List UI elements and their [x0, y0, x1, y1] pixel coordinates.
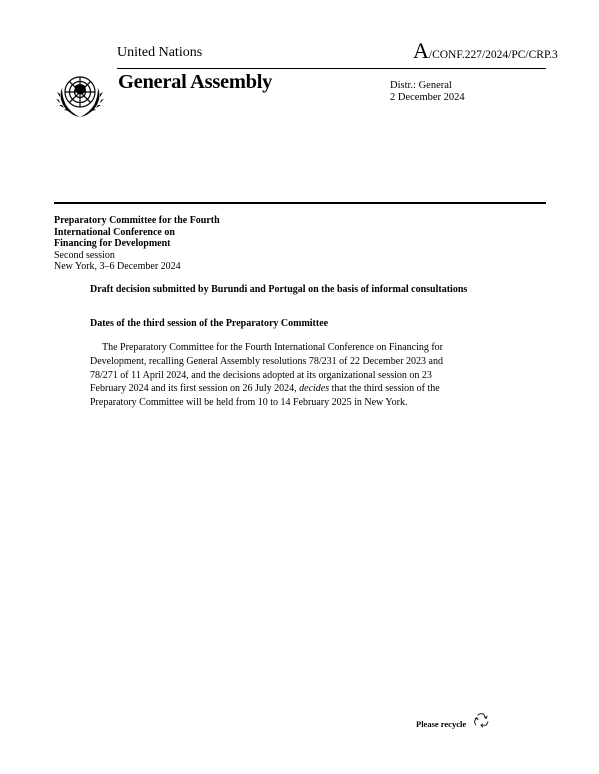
- paragraph-line: 78/271 of 11 April 2024, and the decisions adopted at its organizational session on 23: [90, 369, 432, 381]
- un-emblem-icon: [54, 68, 106, 120]
- recycle-icon: [472, 711, 491, 730]
- document-symbol-initial: A: [413, 38, 429, 63]
- section-divider: [54, 202, 546, 204]
- recycle-notice: Please recycle: [416, 719, 467, 729]
- paragraph-text: February 2024 and its first session on 26 July 2024,: [90, 383, 300, 395]
- session-location-dates: New York, 3–6 December 2024: [54, 261, 181, 272]
- paragraph-text: that the third session of the: [329, 383, 440, 395]
- paragraph-line: Development, recalling General Assembly resolutions 78/231 of 22 December 2023 and: [90, 355, 443, 367]
- paragraph-line: The Preparatory Committee for the Fourth International Conference on Financing for: [102, 342, 444, 353]
- committee-name-line: Financing for Development: [54, 238, 171, 249]
- assembly-title: General Assembly: [118, 71, 273, 93]
- emphasized-verb: decides: [299, 383, 330, 395]
- section-heading: Dates of the third session of the Preparatory Committee: [90, 318, 329, 329]
- committee-block: [54, 215, 294, 273]
- paragraph-line: [90, 382, 470, 396]
- decision-paragraph: [90, 341, 470, 410]
- committee-name-line: Preparatory Committee for the Fourth: [54, 215, 220, 226]
- document-date: 2 December 2024: [390, 92, 465, 103]
- committee-name-line: International Conference on: [54, 226, 175, 238]
- paragraph-line: Preparatory Committee will be held from 10 to 14 February 2025 in New York.: [90, 397, 408, 409]
- distribution-label: Distr.: General: [390, 80, 452, 91]
- document-symbol-rest: /CONF.227/2024/PC/CRP.3: [428, 49, 558, 61]
- organization-name: United Nations: [117, 45, 203, 60]
- header-divider: [117, 68, 546, 69]
- session-label: Second session: [54, 249, 115, 261]
- document-symbol: [413, 40, 558, 66]
- draft-decision-title: Draft decision submitted by Burundi and Portugal on the basis of informal consultations: [90, 284, 468, 295]
